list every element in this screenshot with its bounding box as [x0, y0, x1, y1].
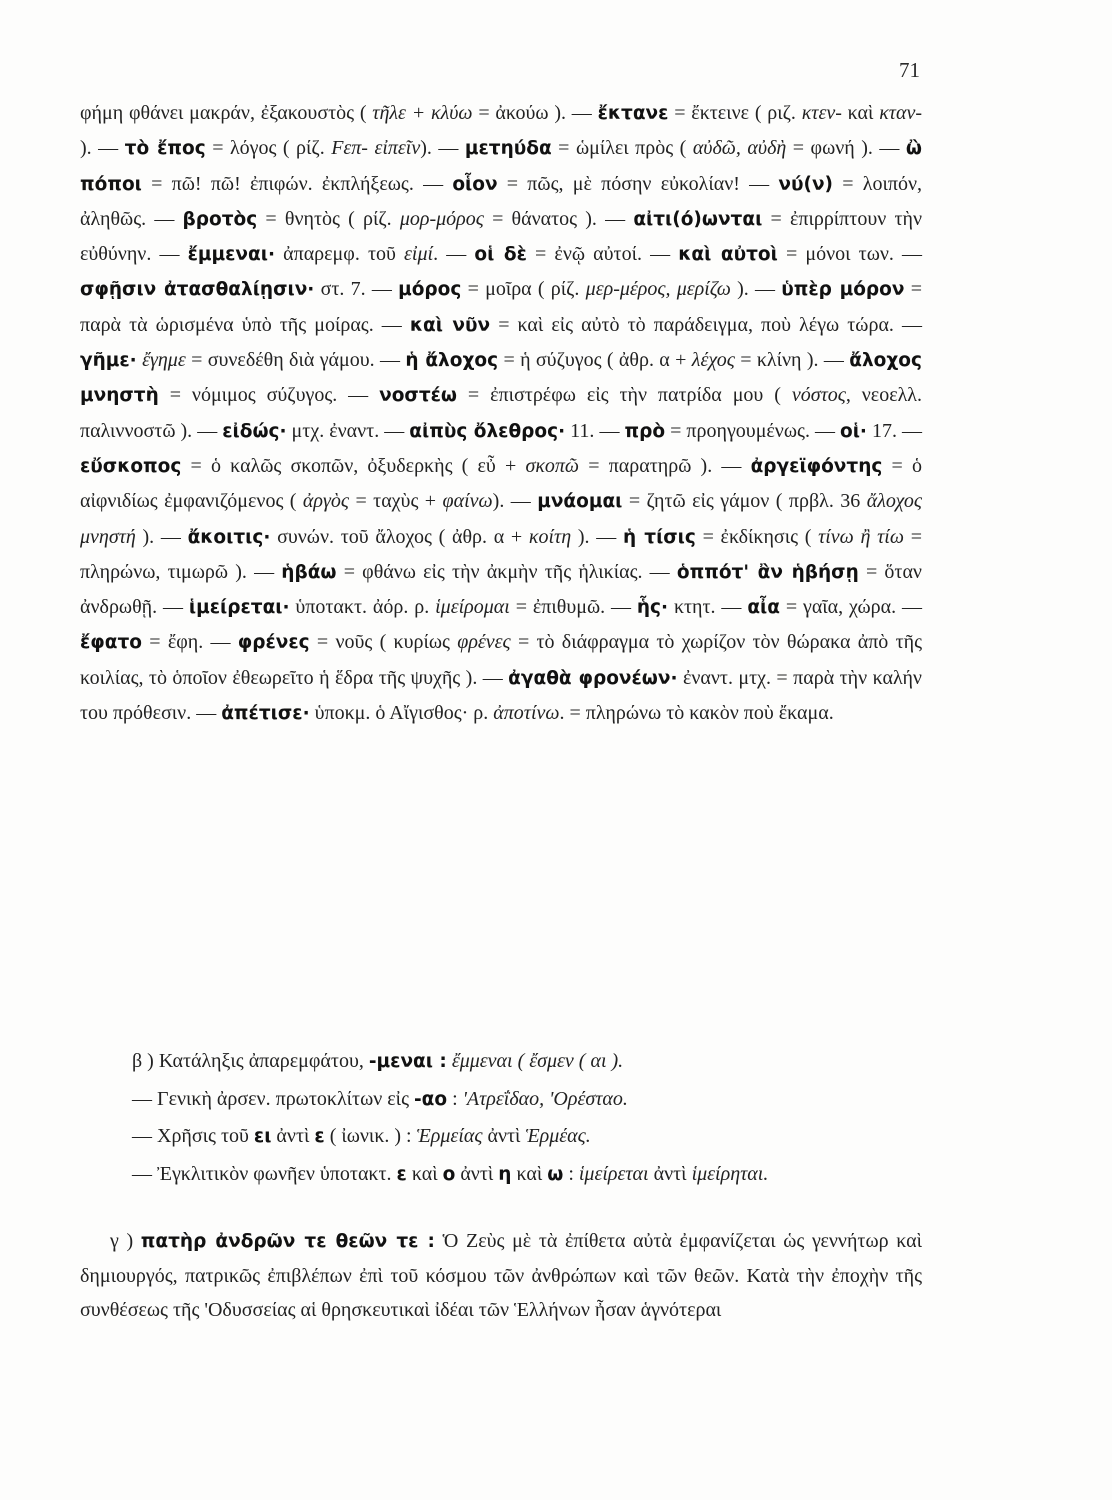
- headword: ἔκτανε: [597, 103, 669, 124]
- headword: καὶ αὐτοὶ: [678, 244, 778, 266]
- text-run: = ἀκούω ). —: [472, 102, 598, 124]
- italic-term: μερ-μέρος, μερίζω: [585, 278, 731, 301]
- headword: αἶα: [747, 597, 780, 619]
- beta-line-endings: [80, 1043, 922, 1081]
- text-run: ἀντὶ: [482, 1125, 526, 1147]
- italic-term: φαίνω: [442, 490, 493, 513]
- text-run: Ὁ Ζεὺς μὲ τὰ ἐπίθετα αὐτὰ ἐμφανίζεται ὡς γεννήτωρ καὶ δημιουργός, πατρικῶς ἐπιβλέπων ἐπὶ τοῦ κόσμου τῶν ἀνθρώπων καὶ τῶν θεῶν. Κατὰ τὴν ἐποχὴν τῆς συνθέσεως τῆς 'Οδυσσείας αἱ θρησκευτικαὶ ἰδέαι τῶν Ἑλλήνων ἦσαν ἁγνότεραι: [80, 1230, 922, 1321]
- text-run: = ἐνῷ αὐτοί. —: [526, 243, 679, 266]
- headword: καὶ νῦν: [409, 314, 491, 336]
- headword: ἡ ἄλοχος: [405, 350, 499, 372]
- text-run: ὑποτακτ. ἀόρ. ρ.: [289, 596, 436, 619]
- text-run: = πῶ! πῶ! ἐπιφών. ἐκπλήξεως. —: [141, 172, 453, 195]
- text-run: = ἐπιθυμῶ. —: [509, 596, 637, 619]
- text-run: β ) Κατάληξις ἀπαρεμφάτου,: [132, 1050, 369, 1072]
- text-run: — Χρῆσις τοῦ: [132, 1125, 254, 1147]
- headword: μόρος: [398, 279, 462, 301]
- headword: γῆμε·: [80, 350, 137, 372]
- text-run: — Γενικὴ ἀρσεν. πρωτοκλίτων εἰς: [132, 1087, 414, 1110]
- headword: ἔμμεναι·: [187, 244, 275, 266]
- text-run: ἀντὶ: [648, 1162, 692, 1185]
- italic-term: Ἑρμείας: [416, 1125, 483, 1147]
- headword: -αο: [413, 1088, 448, 1110]
- headword: ε: [396, 1163, 407, 1185]
- headword: ο: [442, 1163, 456, 1185]
- italic-term: κταν-: [879, 102, 922, 124]
- gamma-text: [80, 1224, 922, 1327]
- headword: εἰδώς·: [222, 420, 287, 442]
- headword: φρένες: [237, 632, 310, 654]
- text-run: ). —: [571, 525, 623, 548]
- italic-term: ἀργὸς: [302, 490, 349, 513]
- headword: μετηύδα: [464, 138, 552, 160]
- text-run: ). —: [420, 137, 465, 160]
- beta-line-genitive: [80, 1081, 922, 1119]
- italic-term: ἱμείρηται.: [691, 1162, 769, 1185]
- italic-term: τῆλε + κλύω: [372, 102, 473, 124]
- italic-term: 'Ατρεΐδαο, 'Ορέσταο.: [462, 1087, 628, 1110]
- text-run: = κλίνη ). —: [734, 349, 850, 372]
- italic-term: ἀποτίνω: [493, 702, 560, 725]
- headword: ὑπὲρ μόρον: [781, 279, 905, 301]
- text-run: ἐναντ. μτχ. = παρὰ τὴν καλήν του πρόθεσιν. —: [80, 666, 922, 725]
- text-run: = ὁ αἰφνιδίως ἐμφανιζόμενος (: [80, 454, 922, 513]
- italic-term: λέχος: [691, 349, 735, 372]
- text-run: = θνητὸς ( ρίζ.: [257, 207, 400, 230]
- text-run: :: [563, 1162, 579, 1185]
- headword: ἀργεϊφόντης: [750, 455, 883, 477]
- headword: οἷον: [452, 173, 498, 195]
- italic-term: κτεν-: [801, 102, 842, 124]
- text-run: = πληρώνω, τιμωρῶ ). —: [80, 525, 922, 583]
- text-run: γ ): [110, 1230, 141, 1252]
- italic-term: Fεπ- εἰπεῖν: [331, 137, 421, 160]
- text-run: = νόμιμος σύζυγος. —: [158, 384, 380, 407]
- text-run: = φωνή ). —: [786, 137, 906, 160]
- text-run: . —: [433, 243, 475, 266]
- italic-term: εἰμί: [404, 243, 434, 266]
- headword: ἡ τίσις: [622, 526, 696, 548]
- headword: σφῇσιν ἀτασθαλίῃσιν·: [80, 279, 315, 301]
- text-run: φήμη φθάνει μακράν, ἐξακουστὸς (: [80, 102, 373, 124]
- commentary-text: [80, 96, 922, 731]
- italic-term: ἔμμεναι ( ἔσμεν ( αι ).: [451, 1050, 624, 1072]
- headword: ἀγαθὰ φρονέων·: [508, 667, 678, 689]
- text-run: = πῶς, μὲ πόσην εὐκολίαν! —: [497, 172, 779, 195]
- headword: ἱμείρεται·: [188, 597, 290, 619]
- headword: ἄλοχος μνηστὴ: [80, 350, 922, 407]
- text-run: κτητ. —: [668, 596, 748, 619]
- text-run: = ἐπιρρίπτουν τὴν εὐθύνην. —: [80, 207, 922, 266]
- headword: ὁππότ' ἂν ἡβήσῃ: [676, 561, 859, 583]
- headword: -μεναι :: [368, 1051, 447, 1072]
- commentary-paragraph: [80, 96, 922, 731]
- beta-line-subjunctive: [80, 1156, 922, 1194]
- text-run: ( ἰωνικ. ) :: [324, 1125, 417, 1147]
- text-run: = ἔφη. —: [142, 631, 238, 654]
- section-beta: [80, 1043, 922, 1193]
- text-run: 11. —: [565, 419, 625, 442]
- italic-term: αὐδῶ, αὐδὴ: [692, 137, 787, 160]
- headword: ἡβάω: [281, 561, 337, 583]
- text-run: ἀπαρεμφ. τοῦ: [274, 243, 405, 266]
- text-run: = συνεδέθη διὰ γάμου. —: [185, 349, 406, 372]
- text-run: = ἐπιστρέφω εἰς τὴν πατρίδα μου (: [457, 384, 792, 407]
- text-run: = καὶ εἰς αὐτὸ τὸ παράδειγμα, ποὺ λέγω τώρα. —: [490, 313, 922, 336]
- italic-term: ἄλοχος μνηστή: [80, 490, 922, 548]
- text-run: ὑποκμ. ὁ Αἴγισθος· ρ.: [309, 702, 494, 725]
- headword: ω: [547, 1163, 564, 1185]
- headword: οἱ δὲ: [474, 244, 527, 266]
- italic-term: σκοπῶ: [525, 454, 580, 477]
- italic-term: ἱμείρομαι: [435, 596, 510, 619]
- text-run: = παρὰ τὰ ὡρισμένα ὑπὸ τῆς μοίρας. —: [80, 278, 922, 336]
- headword: τὸ ἔπος: [124, 138, 206, 160]
- headword: νύ(ν): [778, 173, 834, 195]
- text-run: μτχ. ἐναντ. —: [286, 419, 410, 442]
- page-number: 71: [899, 58, 920, 82]
- text-run: ἀντὶ: [271, 1125, 315, 1147]
- text-run: , νεοελλ. παλιννοστῶ ). —: [80, 384, 922, 442]
- text-run: = νοῦς ( κυρίως: [309, 631, 458, 654]
- italic-term: τίνω ἢ τίω: [818, 525, 904, 548]
- headword: ε: [314, 1126, 325, 1147]
- headword: αἰπὺς ὄλεθρος·: [409, 420, 566, 442]
- italic-term: φρένες: [457, 631, 511, 654]
- text-run: = προηγουμένως. —: [665, 419, 840, 442]
- headword: η: [498, 1163, 512, 1185]
- text-run: καὶ: [406, 1162, 443, 1185]
- headword: εὔσκοπος: [80, 455, 182, 477]
- text-run: = γαῖα, χώρα. —: [779, 596, 922, 619]
- headword: ει: [253, 1126, 272, 1147]
- text-run: — Ἐγκλιτικὸν φωνῆεν ὑποτακτ.: [132, 1162, 397, 1185]
- headword: ἧς·: [636, 597, 669, 619]
- italic-term: κοίτη: [528, 525, 572, 548]
- headword: πρὸ: [624, 420, 666, 442]
- text-run: . = πληρώνω τὸ κακὸν ποὺ ἔκαμα.: [559, 702, 834, 725]
- text-run: καὶ: [511, 1162, 548, 1185]
- text-run: ). —: [80, 137, 125, 160]
- headword: ἔφατο: [80, 632, 142, 654]
- text-run: = μοῖρα ( ρίζ.: [461, 278, 586, 301]
- text-run: = ὡμίλει πρὸς (: [551, 137, 693, 160]
- text-run: 17. —: [866, 419, 923, 442]
- headword: οἱ·: [840, 420, 867, 442]
- text-run: = παρατηρῶ ). —: [579, 454, 751, 477]
- text-run: :: [447, 1087, 463, 1110]
- headword: μνάομαι: [537, 491, 623, 513]
- text-run: = ταχὺς +: [349, 490, 443, 513]
- text-run: = τὸ διάφραγμα τὸ χωρίζον τὸν θώρακα ἀπὸ τῆς κοιλίας, τὸ ὁποῖον ἐθεωρεῖτο ἡ ἕδρα τῆς ψυχῆς ). —: [80, 631, 922, 689]
- text-run: καὶ: [841, 102, 880, 124]
- headword: ἄκοιτις·: [187, 526, 271, 548]
- text-run: συνών. τοῦ ἄλοχος ( ἀθρ. α +: [270, 525, 529, 548]
- italic-term: ἔγημε: [142, 349, 186, 372]
- text-run: = θάνατος ). —: [483, 207, 634, 230]
- headword: πατὴρ ἀνδρῶν τε θεῶν τε :: [140, 1231, 435, 1252]
- text-run: ). —: [730, 278, 782, 301]
- text-run: ). —: [492, 490, 538, 513]
- headword: ὢ πόποι: [80, 138, 922, 195]
- section-gamma: [80, 1224, 922, 1327]
- text-run: = ὅταν ἀνδρωθῇ. —: [80, 560, 922, 619]
- headword: νοστέω: [379, 385, 457, 407]
- text-run: = μόνοι των. —: [777, 243, 923, 266]
- italic-term: μορ-μόρος: [399, 207, 484, 230]
- text-run: = ἔκτεινε ( ριζ.: [668, 102, 802, 124]
- text-run: στ. 7. —: [314, 278, 399, 301]
- text-run: ἀντὶ: [455, 1162, 499, 1185]
- headword: αἰτι(ό)ωνται: [633, 208, 763, 230]
- text-run: = ὁ καλῶς σκοπῶν, ὀξυδερκὴς ( εὖ +: [181, 454, 526, 477]
- text-run: = ἡ σύζυγος ( ἀθρ. α +: [498, 349, 692, 372]
- text-run: = λοιπόν, ἀληθῶς. —: [80, 172, 922, 230]
- headword: ἀπέτισε·: [221, 703, 310, 725]
- text-run: = λόγος ( ρίζ.: [205, 137, 332, 160]
- headword: βροτὸς: [182, 208, 258, 230]
- text-run: = ἐκδίκησις (: [695, 525, 819, 548]
- text-run: ). —: [135, 525, 188, 548]
- italic-term: Ἑρμέας.: [525, 1125, 591, 1147]
- italic-term: νόστος: [791, 384, 846, 407]
- text-run: = ζητῶ εἰς γάμον ( πρβλ. 36: [622, 490, 867, 513]
- text-run: = φθάνω εἰς τὴν ἀκμὴν τῆς ἡλικίας. —: [336, 560, 677, 583]
- beta-line-ei: [80, 1118, 922, 1156]
- italic-term: ἱμείρεται: [578, 1162, 649, 1185]
